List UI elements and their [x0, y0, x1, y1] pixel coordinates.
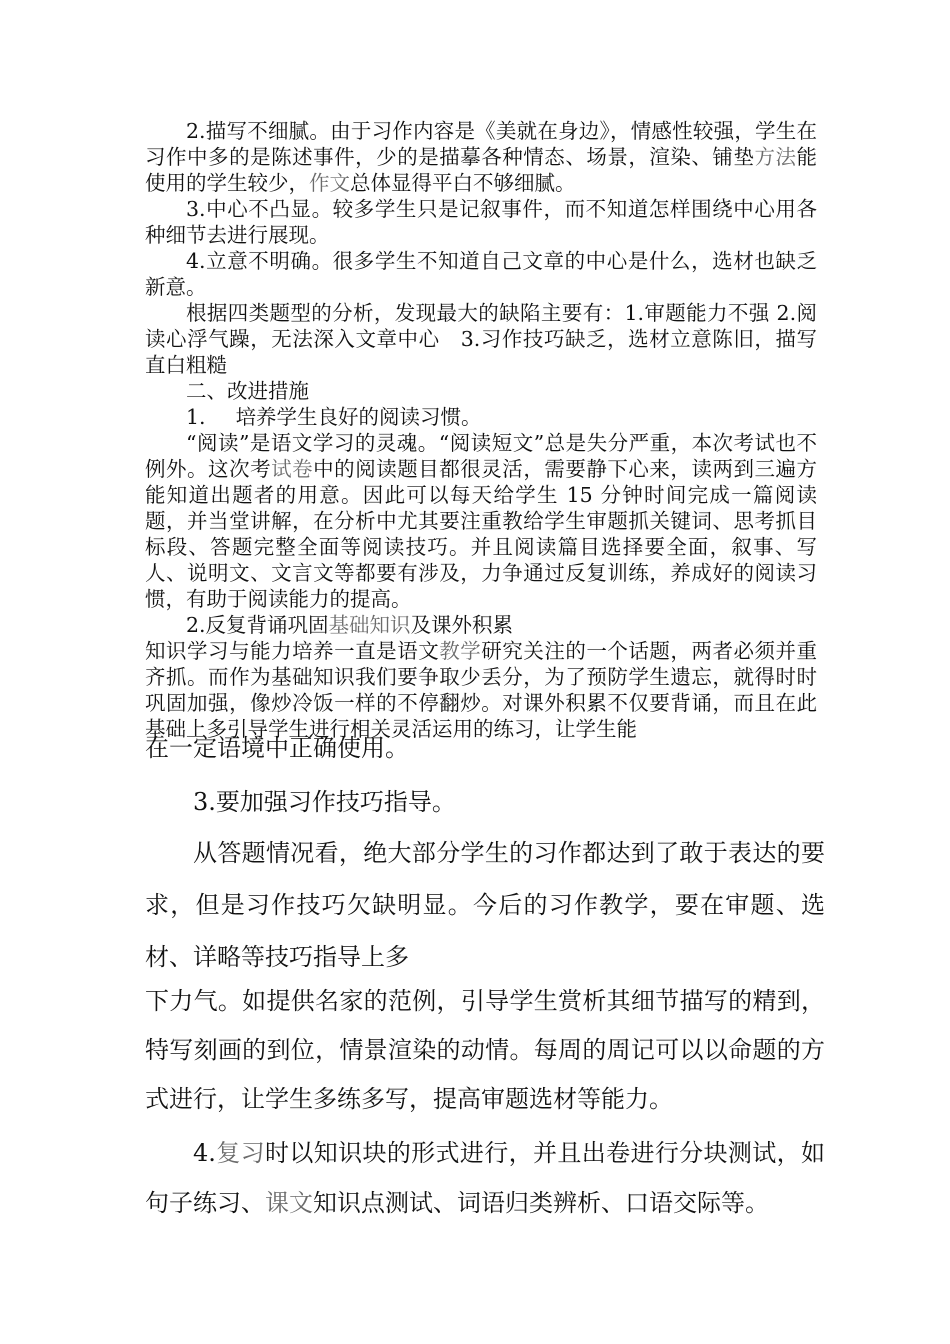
paragraph-summary: 根据四类题型的分析，发现最大的缺陷主要有：1.审题能力不强 2.阅读心浮气躁，无法深入文章中心 3.习作技巧缺乏，选材立意陈旧，描写直白粗糙: [145, 301, 817, 377]
paragraph-detail-issue: 2.描写不细腻。由于习作内容是《美就在身边》，情感性较强，学生在习作中多的是陈述事件，少的是描摹各种情态、场景，渲染、铺垫方法能使用的学生较少，作文总体显得平白不够细腻。: [145, 119, 818, 195]
link-basic-knowledge[interactable]: 基础知识: [328, 613, 411, 637]
subheading-reading-habits: 1. 培养学生良好的阅读习惯。: [186, 405, 482, 429]
paragraph-center-issue: 3.中心不凸显。较多学生只是记叙事件，而不知道怎样围绕中心用各种细节去进行展现。: [145, 197, 817, 247]
subheading-writing-skills: 3.要加强习作技巧指导。: [193, 788, 456, 816]
paragraph-writing-b: 下力气。如提供名家的范例，引导学生赏析其细节描写的精到，特写刻画的到位，情景渲染的动情。每周的周记可以以命题的方式进行，让学生多练多写，提高审题选材等能力。: [145, 987, 825, 1113]
link-method[interactable]: 方法: [754, 145, 797, 169]
paragraph-knowledge-end: 在一定语境中正确使用。: [145, 734, 409, 762]
section-heading-improvements: 二、改进措施: [186, 379, 309, 403]
link-teaching[interactable]: 教学: [439, 639, 482, 663]
paragraph-review: 4.复习时以知识块的形式进行，并且出卷进行分块测试，如句子练习、课文知识点测试、词语归类辨析、口语交际等。: [145, 1139, 826, 1217]
link-text[interactable]: 课文: [265, 1189, 313, 1217]
paragraph-reading: “阅读”是语文学习的灵魂。“阅读短文”总是失分严重，本次考试也不例外。这次考试卷中的阅读题目都很灵活，需要静下心来，读两到三遍方能知道出题者的用意。因此可以每天给学生 15 分钟时间完成一篇阅读题，并当堂讲解，在分析中尤其要注重教给学生审题抓关键词、思考抓目标段、答题完整全面等阅读技巧。并且阅读篇目选择要全面，叙事、写人、说明文、文言文等都要有涉及，力争通过反复训练，养成好的阅读习惯，有助于阅读能力的提高。: [145, 431, 818, 611]
link-composition[interactable]: 作文: [309, 171, 350, 195]
link-review[interactable]: 复习: [215, 1139, 265, 1167]
dense-text-block: [145, 118, 817, 742]
link-exam-paper[interactable]: 试卷: [271, 457, 314, 481]
paragraph-theme-issue: 4.立意不明确。很多学生不知道自己文章的中心是什么，选材也缺乏新意。: [145, 249, 817, 299]
paragraph-writing-a: 从答题情况看，绝大部分学生的习作都达到了敢于表达的要求，但是习作技巧欠缺明显。今后的习作教学，要在审题、选材、详略等技巧指导上多: [145, 839, 825, 971]
subheading-recitation: 2.反复背诵巩固基础知识及课外积累: [186, 613, 514, 637]
paragraph-knowledge: 知识学习与能力培养一直是语文教学研究关注的一个话题，两者必须并重齐抓。而作为基础知识我们要争取少丢分，为了预防学生遗忘，就得时时巩固加强，像炒冷饭一样的不停翻炒。对课外积累不仅要背诵，而且在此基础上多引导学生进行相关灵活运用的练习，让学生能: [145, 639, 818, 741]
